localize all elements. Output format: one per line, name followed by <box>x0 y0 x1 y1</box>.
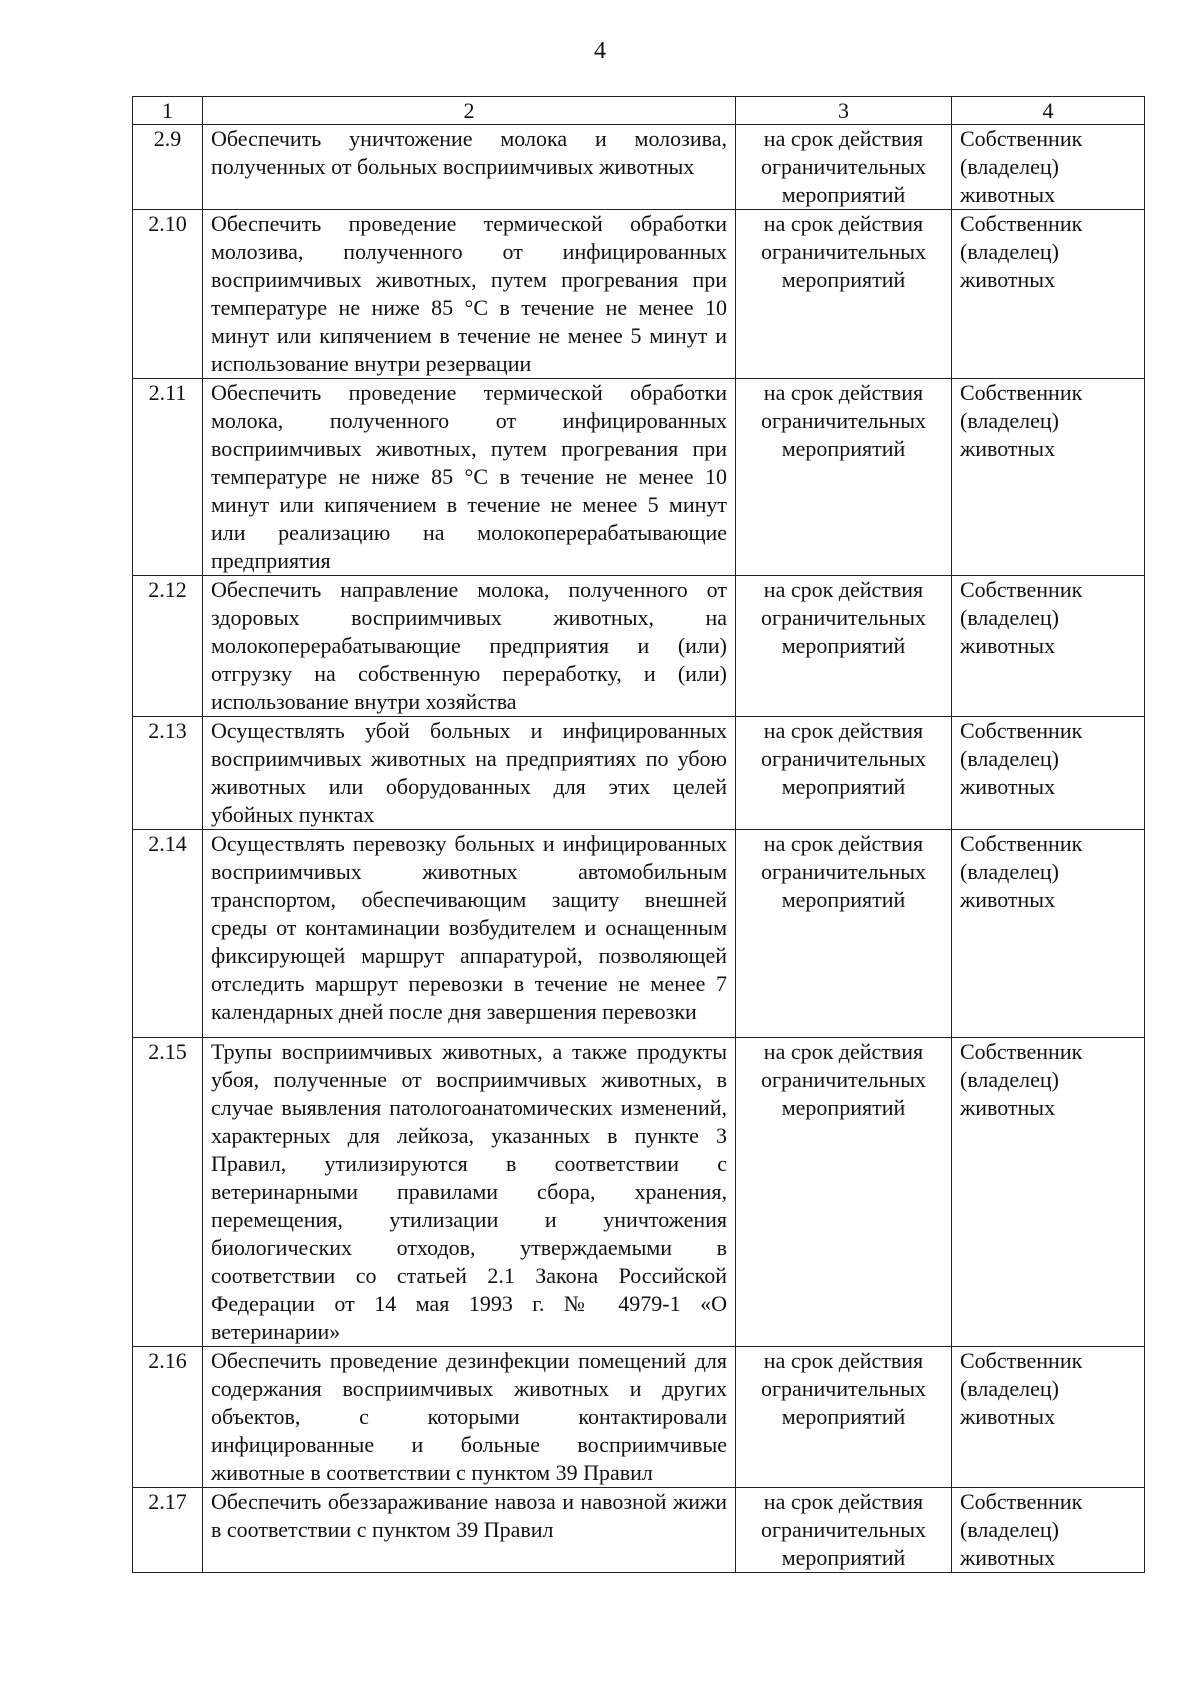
row-responsible-text: Собственник (владелец) животных <box>952 830 1145 1038</box>
row-responsible-text: Собственник (владелец) животных <box>952 1347 1145 1488</box>
row-number: 2.17 <box>133 1488 203 1573</box>
row-term-text: на срок действия ограничительных мероприятий <box>736 576 952 717</box>
row-action-text: Осуществлять убой больных и инфицированных восприимчивых животных на предприятиях по убою животных или оборудованных для этих целей убойных пунктах <box>203 717 736 830</box>
row-number: 2.10 <box>133 210 203 379</box>
table-row <box>133 1347 1145 1488</box>
row-term-text: на срок действия ограничительных мероприятий <box>736 717 952 830</box>
table-row <box>133 830 1145 1038</box>
header-col-3: 3 <box>736 97 952 125</box>
row-responsible-text: Собственник (владелец) животных <box>952 576 1145 717</box>
row-action-text: Обеспечить направление молока, полученного от здоровых восприимчивых животных, на молокоперерабатывающие предприятия и (или) отгрузку на собственную переработку, и (или) использование внутри хозяйства <box>203 576 736 717</box>
measures-table <box>132 96 1145 1573</box>
table-row <box>133 717 1145 830</box>
row-number: 2.12 <box>133 576 203 717</box>
row-term-text: на срок действия ограничительных мероприятий <box>736 1038 952 1347</box>
row-action-text: Обеспечить проведение дезинфекции помещений для содержания восприимчивых животных и других объектов, с которыми контактировали инфицированные и больные восприимчивые животные в соответствии с пунктом 39 Правил <box>203 1347 736 1488</box>
row-number: 2.14 <box>133 830 203 1038</box>
table-row <box>133 1488 1145 1573</box>
row-action-text: Обеспечить уничтожение молока и молозива, полученных от больных восприимчивых животных <box>203 125 736 210</box>
row-term-text: на срок действия ограничительных мероприятий <box>736 210 952 379</box>
row-responsible-text: Собственник (владелец) животных <box>952 379 1145 576</box>
row-action-text: Трупы восприимчивых животных, а также продукты убоя, полученные от восприимчивых животных, в случае выявления патологоанатомических изменений, характерных для лейкоза, указанных в пункте 3 Правил, утилизируются в соответствии с ветеринарными правилами сбора, хранения, перемещения, утилизации и уничтожения биологических отходов, утверждаемыми в соответствии со статьей 2.1 Закона Российской Федерации от 14 мая 1993 г. № 4979-1 «О ветеринарии» <box>203 1038 736 1347</box>
row-number: 2.15 <box>133 1038 203 1347</box>
header-col-2: 2 <box>203 97 736 125</box>
row-term-text: на срок действия ограничительных мероприятий <box>736 1347 952 1488</box>
row-number: 2.9 <box>133 125 203 210</box>
header-col-4: 4 <box>952 97 1145 125</box>
table-header <box>133 97 1145 125</box>
row-action-text: Обеспечить проведение термической обработки молока, полученного от инфицированных восприимчивых животных, путем прогревания при температуре не ниже 85 °С в течение не менее 10 минут или кипячением в течение не менее 5 минут или реализацию на молокоперерабатывающие предприятия <box>203 379 736 576</box>
header-col-1: 1 <box>133 97 203 125</box>
table-row <box>133 125 1145 210</box>
row-responsible-text: Собственник (владелец) животных <box>952 1488 1145 1573</box>
row-number: 2.16 <box>133 1347 203 1488</box>
row-action-text: Обеспечить обеззараживание навоза и навозной жижи в соответствии с пунктом 39 Правил <box>203 1488 736 1573</box>
table-row <box>133 576 1145 717</box>
row-responsible-text: Собственник (владелец) животных <box>952 210 1145 379</box>
row-term-text: на срок действия ограничительных мероприятий <box>736 379 952 576</box>
row-action-text: Осуществлять перевозку больных и инфицированных восприимчивых животных автомобильным транспортом, обеспечивающим защиту внешней среды от контаминации возбудителем и оснащенным фиксирующей маршрут аппаратурой, позволяющей отследить маршрут перевозки в течение не менее 7 календарных дней после дня завершения перевозки <box>203 830 736 1038</box>
row-responsible-text: Собственник (владелец) животных <box>952 717 1145 830</box>
table-body <box>133 125 1145 1573</box>
row-number: 2.13 <box>133 717 203 830</box>
row-term-text: на срок действия ограничительных мероприятий <box>736 125 952 210</box>
page-number: 4 <box>594 38 606 64</box>
header-row <box>133 97 1145 125</box>
row-action-text: Обеспечить проведение термической обработки молозива, полученного от инфицированных восприимчивых животных, путем прогревания при температуре не ниже 85 °С в течение не менее 10 минут или кипячением в течение не менее 5 минут и использование внутри резервации <box>203 210 736 379</box>
table-row <box>133 210 1145 379</box>
row-responsible-text: Собственник (владелец) животных <box>952 1038 1145 1347</box>
row-responsible-text: Собственник (владелец) животных <box>952 125 1145 210</box>
row-number: 2.11 <box>133 379 203 576</box>
table-row <box>133 1038 1145 1347</box>
table-row <box>133 379 1145 576</box>
row-term-text: на срок действия ограничительных мероприятий <box>736 1488 952 1573</box>
row-term-text: на срок действия ограничительных мероприятий <box>736 830 952 1038</box>
